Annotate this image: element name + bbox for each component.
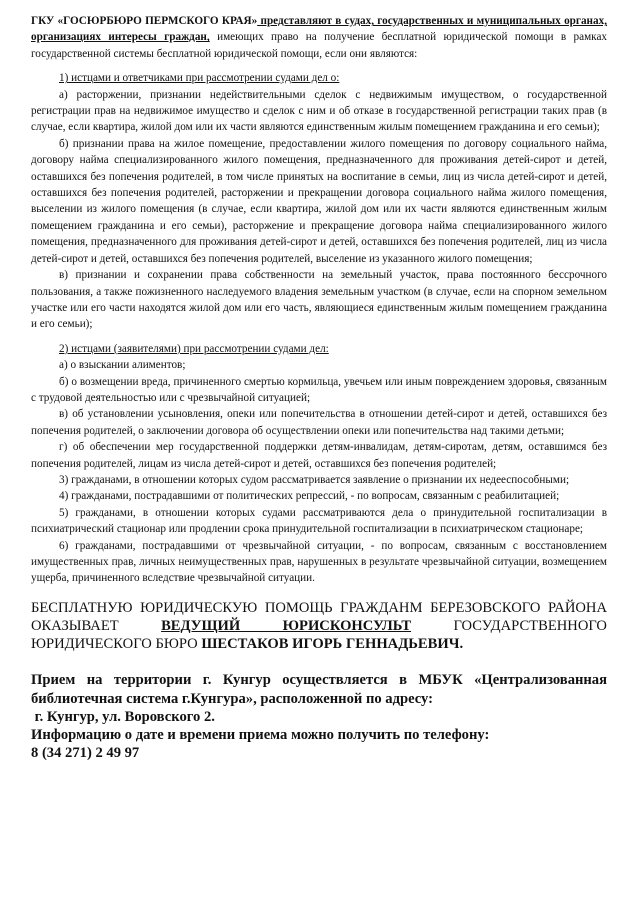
section3-item-3: 3) гражданами, в отношении которых судом рассматривается заявление о признании их недееспособными; — [59, 473, 570, 486]
section3-item-6: 6) гражданами, пострадавшими от чрезвычайной ситуации, - по вопросам, связанным с восстановлением имущественных прав, личных неимущественных прав, нарушенных в результате чрезвычайной ситуации, возмещением ущерба, причиненного вследствие чрезвычайной ситуации. — [31, 539, 607, 585]
reception-address: г. Кунгур, ул. Воровского 2. — [31, 708, 215, 725]
notice-text-2: ГОСУДАРСТВЕННОГО ЮРИДИЧЕСКОГО БЮРО — [31, 618, 607, 653]
section2-heading: 2) истцами (заявителями) при рассмотрении судами дел: — [59, 342, 329, 355]
intro-rest-text: имеющих право на получение бесплатной юридической помощи в рамках государственной системы бесплатной юридической помощи, если они являются: — [31, 31, 608, 60]
reception-phone: 8 (34 271) 2 49 97 — [31, 745, 140, 762]
section2-item-g: г) об обеспечении мер государственной поддержки детям-инвалидам, детям-сиротам, детям, оставшимся без попечения родителей, лицам из числа детей-сирот и детей, оставшихся без попечения родителей; — [31, 441, 607, 470]
intro-represent-text: представляют в судах, государственных и муниципальных органах, организациях интересы граждан, — [31, 15, 607, 44]
notice-paragraph — [31, 599, 607, 654]
section2-item-b: б) о возмещении вреда, причиненного смертью кормильца, увечьем или иным повреждением здоровья, связанным с трудовой деятельностью или с чрезвычайной ситуацией; — [31, 375, 607, 404]
section3-item-5: 5) гражданами, в отношении которых судами рассматриваются дела о принудительной госпитализации в психиатрический стационар или продлении срока принудительной госпитализации в психиатрическом стационаре; — [31, 506, 607, 536]
notice-text-1: БЕСПЛАТНУЮ ЮРИДИЧЕСКУЮ ПОМОЩЬ ГРАЖДАНМ БЕРЕЗОВСКОГО РАЙОНА ОКАЗЫВАЕТ — [31, 599, 607, 635]
section3-item-4: 4) гражданами, пострадавшими от политических репрессий, - по вопросам, связанным с реабилитацией; — [59, 490, 560, 503]
section1-item-v: в) признании и сохранении права собственности на земельный участок, права постоянного бессрочного пользования, а также пожизненного наследуемого владения земельным участком (в случае, если на спорном земельном участке или его части находятся жилой дом или его часть, являющиеся единственным жилым помещением гражданина и его семьи); — [31, 269, 607, 331]
org-name: ГКУ «ГОСЮРБЮРО ПЕРМСКОГО КРАЯ» — [31, 15, 258, 27]
notice-person-name: ШЕСТАКОВ ИГОРЬ ГЕННАДЬЕВИЧ. — [201, 636, 464, 653]
section2-item-a: а) о взыскании алиментов; — [59, 359, 186, 372]
section1-heading: 1) истцами и ответчиками при рассмотрении судами дел о: — [59, 72, 340, 85]
reception-paragraph: Прием на территории г. Кунгур осуществляется в МБУК «Централизованная библиотечная система г.Кунгура», расположенной по адресу: — [31, 672, 607, 707]
notice-position-title: ВЕДУЩИЙ ЮРИСКОНСУЛЬТ — [161, 618, 412, 635]
section2-item-v: в) об установлении усыновления, опеки или попечительства в отношении детей-сирот и детей, оставшихся без попечения родителей, о заключении договора об осуществлении опеки или попечительства над такими детьми; — [31, 408, 607, 437]
section1-item-b: б) признании права на жилое помещение, предоставлении жилого помещения по договору социального найма, договору найма специализированного жилого помещения, предназначенного для проживания детей-сирот и детей, оставшихся без попечения родителей, в том числе принятых на воспитание в семьи, лиц из числа детей-сирот и детей, оставшихся без попечения родителей, расторжении и прекращении договора социального найма жилого помещения, выселении из жилого помещения (в случае, если квартира, жилой дом или их части являются единственным жилым помещением гражданина и его семьи), расторжение и прекращение договора найма специализированного жилого помещения, предназначенного для проживания детей-сирот и детей, оставшихся без попечения родителей, лиц из числа детей-сирот и детей, оставшихся без попечения родителей, выселение из указанного жилого помещения; — [31, 137, 607, 265]
intro-paragraph — [31, 13, 607, 62]
section1-item-a: а) расторжении, признании недействительными сделок с недвижимым имуществом, о государственной регистрации прав на недвижимое имущество и сделок с ним и об отказе в государственной регистрации таких прав (в случае, если квартира, жилой дом или их части являются единственным жилым помещением гражданина и его семьи); — [31, 88, 607, 134]
reception-info: Информацию о дате и времени приема можно получить по телефону: — [31, 727, 490, 744]
